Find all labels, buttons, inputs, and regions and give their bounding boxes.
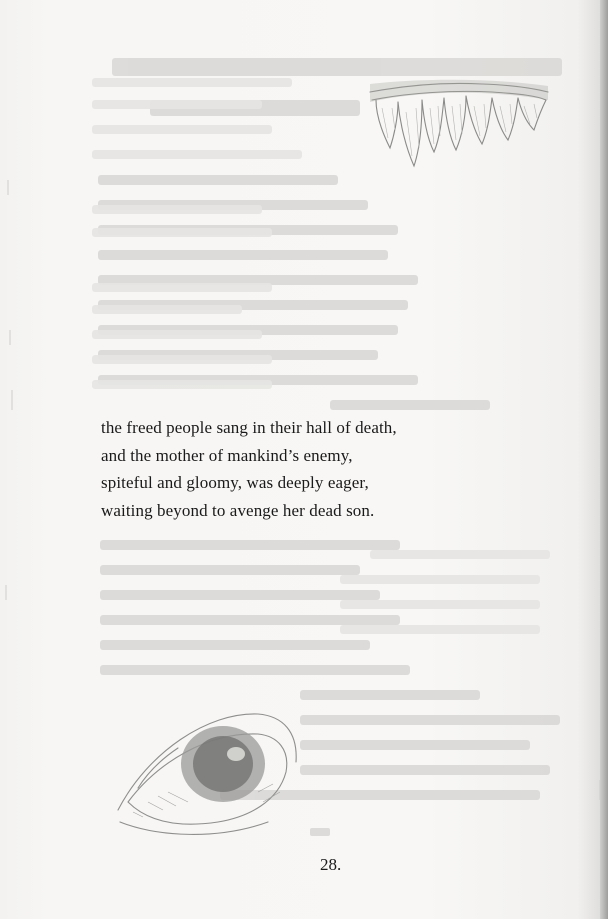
poem-line: waiting beyond to avenge her dead son. <box>101 500 375 520</box>
poem-excerpt <box>101 414 521 524</box>
eye-sketch <box>108 692 308 842</box>
page-edge <box>600 0 608 919</box>
poem-line: spiteful and gloomy, was deeply eager, <box>101 473 369 492</box>
poem-line: the freed people sang in their hall of death, <box>101 418 397 437</box>
page-number: 28. <box>320 855 342 874</box>
poem-line: and the mother of mankind’s enemy, <box>101 445 353 465</box>
teeth-sketch <box>362 78 552 188</box>
